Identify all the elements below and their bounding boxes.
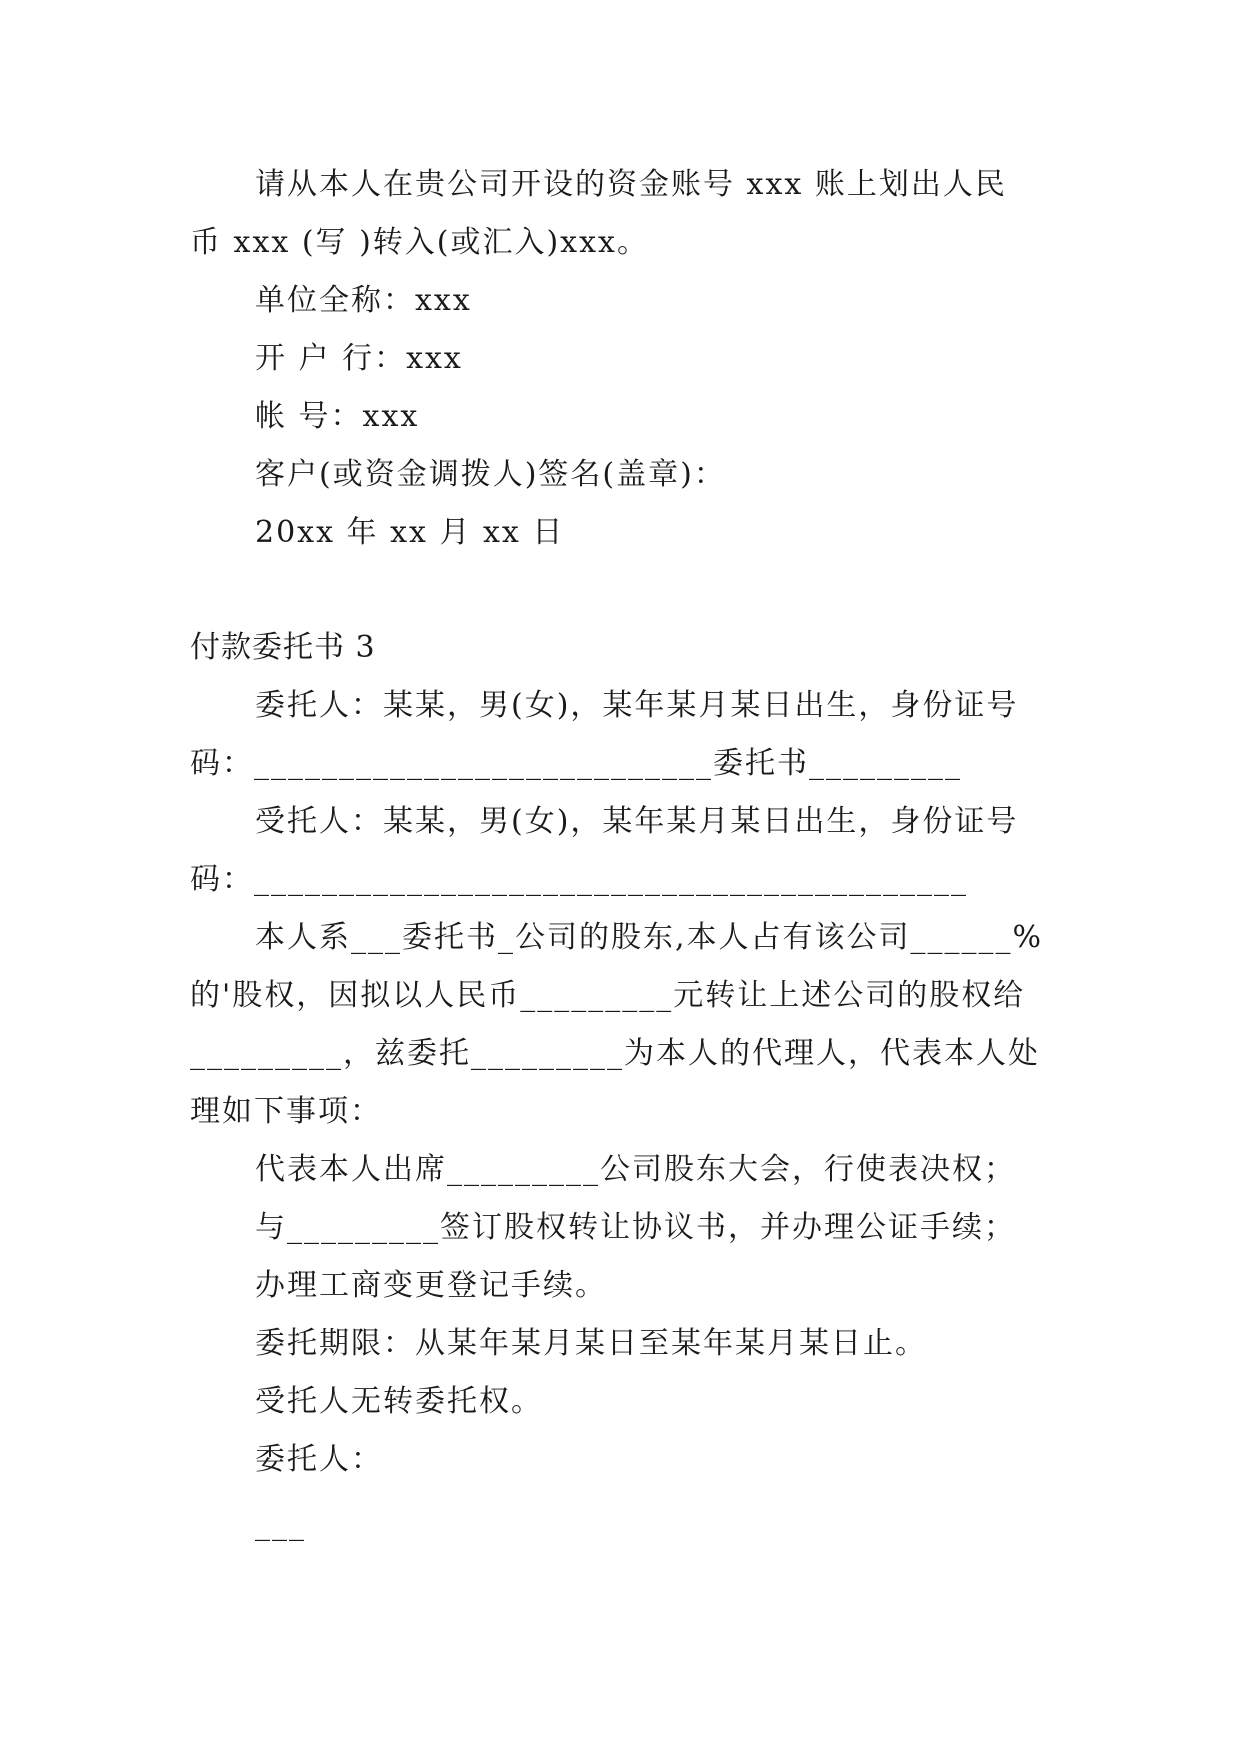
account-field: 帐 号：xxx [255, 399, 420, 434]
signature-field: 客户(或资金调拨人)签名(盖章)： [255, 457, 726, 492]
date-field: 20xx 年 xx 月 xx 日 [255, 515, 565, 550]
body-line-4: 理如下事项： [190, 1094, 382, 1129]
unit-name-field: 单位全称：xxx [255, 283, 472, 318]
item-2: 与_________签订股权转让协议书，并办理公证手续； [255, 1210, 1016, 1245]
body-line-1: 本人系___委托书_公司的股东,本人占有该公司______% [255, 920, 1044, 955]
no-subdelegation-line: 受托人无转委托权。 [255, 1384, 543, 1419]
signature-blank: ___ [255, 1507, 306, 1542]
body-line-2: 的'股权，因拟以人民币_________元转让上述公司的股权给 [190, 978, 1026, 1013]
principal-line-2: 码：___________________________委托书_________ [190, 746, 962, 781]
agent-line-1: 受托人：某某，男(女)，某年某月某日出生，身份证号 [255, 804, 1019, 839]
transfer-paragraph-line-2: 币 xxx (写 )转入(或汇入)xxx。 [190, 225, 649, 260]
bank-field: 开 户 行：xxx [255, 341, 463, 376]
section-title: 付款委托书 3 [190, 630, 376, 665]
principal-signature-label: 委托人： [255, 1442, 383, 1477]
item-3: 办理工商变更登记手续。 [255, 1268, 607, 1303]
transfer-paragraph-line-1: 请从本人在贵公司开设的资金账号 xxx 账上划出人民 [255, 167, 1007, 202]
term-line: 委托期限：从某年某月某日至某年某月某日止。 [255, 1326, 927, 1361]
item-1: 代表本人出席_________公司股东大会，行使表决权； [255, 1152, 1016, 1187]
agent-line-2: 码：__________________________________________ [190, 862, 968, 897]
principal-line-1: 委托人：某某，男(女)，某年某月某日出生，身份证号 [255, 688, 1019, 723]
body-line-3: _________，兹委托_________为本人的代理人，代表本人处 [190, 1036, 1040, 1071]
